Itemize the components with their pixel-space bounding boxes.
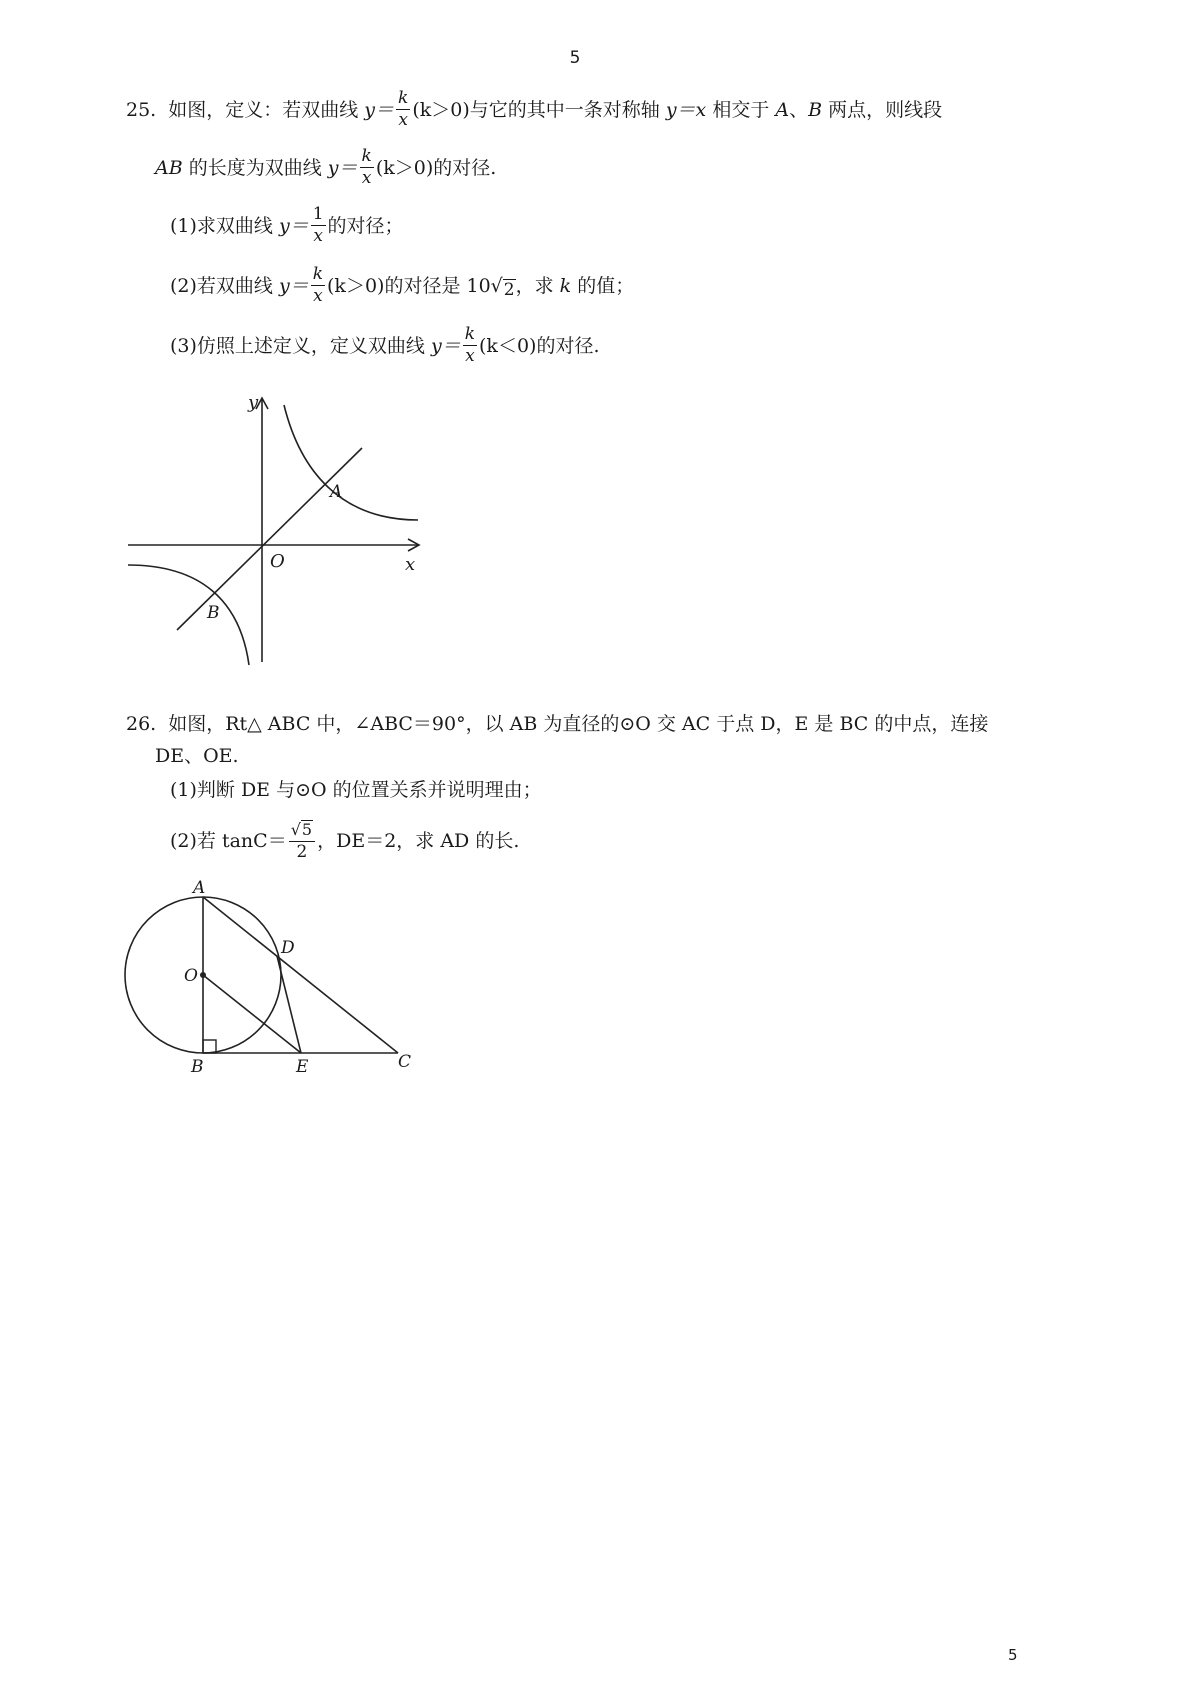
q26-part2 (170, 820, 519, 861)
q25-part2-tail2: 的值； (577, 274, 635, 297)
q25-part2-y-eq: y＝ (278, 274, 309, 297)
fraction-numerator: k (464, 324, 476, 344)
point-b-label: B (191, 1057, 204, 1075)
q26-circle-triangle-figure (120, 875, 440, 1075)
fraction-denominator: x (313, 226, 323, 246)
q25-part2-tail1: ，求 (515, 274, 554, 297)
fraction-denominator: 2 (296, 842, 308, 862)
point-a-label: A (193, 878, 206, 898)
q25-part1-y-eq: y＝ (278, 214, 309, 237)
q26-line2 (155, 742, 239, 770)
q25-text-a: 如图，定义：若双曲线 (168, 98, 359, 121)
q25-segment-ab: AB (155, 156, 183, 179)
hyperbola-branch-first-quadrant (284, 405, 418, 520)
q25-part1-label: (1)求双曲线 (170, 214, 273, 237)
q25-text-d: 两点，则线段 (828, 98, 943, 121)
q25-text-b: 与它的其中一条对称轴 (469, 98, 660, 121)
fraction-denominator: x (398, 110, 408, 130)
hyperbola-branch-third-quadrant (128, 565, 249, 665)
q26-part2-tail: ，DE＝2，求 AD 的长. (317, 829, 520, 852)
q25-line2-condition: (k＞0) (375, 156, 434, 179)
q25-separator: 、 (789, 98, 809, 121)
page-number-top: 5 (569, 48, 581, 68)
fraction-numerator: 1 (312, 204, 324, 224)
q25-y-eq: y＝ (364, 98, 395, 121)
q25-line1 (126, 90, 942, 129)
line-y-equals-x (177, 448, 362, 630)
q25-part2 (170, 266, 634, 305)
q25-part3 (170, 326, 600, 365)
q26-line1-text: 如图，Rt△ ABC 中，∠ABC＝90°，以 AB 为直径的⊙O 交 AC 于点 D，E 是 BC 的中点，连接 (168, 713, 989, 735)
center-point-o (200, 972, 206, 978)
y-axis-label: y (248, 392, 259, 413)
q25-condition: (k＞0) (412, 98, 470, 121)
sqrt-value: 2 (503, 279, 515, 300)
q25-part3-fraction (463, 326, 477, 365)
x-axis-label: x (405, 554, 416, 575)
sqrt-symbol: √ 2 (490, 274, 515, 300)
q25-part2-mid: 的对径是 10 (384, 274, 491, 297)
q26-part1 (170, 776, 542, 804)
origin-label: O (270, 551, 285, 572)
fraction-numerator: √ 5 (289, 820, 315, 842)
q25-part2-k: k (559, 274, 572, 297)
point-o-label: O (184, 966, 198, 986)
right-angle-marker (203, 1040, 216, 1053)
segment-ac (203, 897, 398, 1053)
fraction-denominator: x (313, 286, 323, 306)
q26-fraction-sqrt5-over-2 (289, 820, 315, 861)
q25-point-b-text: B (808, 98, 823, 121)
q25-line2 (155, 148, 496, 187)
q25-line2-text-b: 的对径. (433, 156, 497, 179)
fraction-numerator: k (398, 88, 409, 108)
q26-part2-label: (2)若 tanC＝ (170, 829, 287, 852)
fraction-numerator: k (312, 264, 324, 284)
point-c-label: C (398, 1052, 412, 1072)
q25-part2-label: (2)若双曲线 (170, 274, 273, 297)
point-d-label: D (281, 938, 295, 958)
point-a-label: A (330, 482, 343, 502)
q25-part2-fraction (311, 266, 325, 305)
q26-line2-text: DE、OE. (155, 745, 239, 767)
q26-part1-text: (1)判断 DE 与⊙O 的位置关系并说明理由； (170, 779, 542, 801)
q25-part3-tail: 的对径. (536, 334, 600, 357)
q25-part2-condition: (k＞0) (327, 274, 385, 297)
segment-oe (203, 975, 301, 1053)
q25-point-a-text: A (775, 98, 790, 121)
page-number-bottom: 5 (1008, 1646, 1018, 1664)
q25-number: 25. (126, 98, 157, 121)
q25-axis: y＝x (665, 98, 707, 121)
q25-line2-fraction (360, 148, 374, 187)
q25-text-c: 相交于 (712, 98, 770, 121)
fraction-numerator: k (361, 146, 372, 166)
q25-part1-tail: 的对径； (327, 214, 404, 237)
q26-number: 26. (126, 713, 157, 735)
q25-part3-label: (3)仿照上述定义，定义双曲线 (170, 334, 425, 357)
segment-de (277, 956, 301, 1053)
q25-fraction-k-x (396, 90, 410, 129)
point-e-label: E (296, 1057, 309, 1075)
q26-line1 (126, 710, 988, 738)
point-b-label: B (207, 603, 220, 623)
sqrt-value: 5 (301, 820, 313, 839)
q25-part1 (170, 206, 404, 245)
q25-part3-y-eq: y＝ (430, 334, 461, 357)
fraction-denominator: x (465, 346, 475, 366)
q25-part1-fraction (311, 206, 326, 245)
q25-line2-text-a: 的长度为双曲线 (188, 156, 322, 179)
q25-part3-condition: (k＜0) (479, 334, 537, 357)
fraction-denominator: x (361, 168, 372, 188)
q25-line2-y-eq: y＝ (327, 156, 358, 179)
q25-hyperbola-figure (120, 385, 440, 670)
